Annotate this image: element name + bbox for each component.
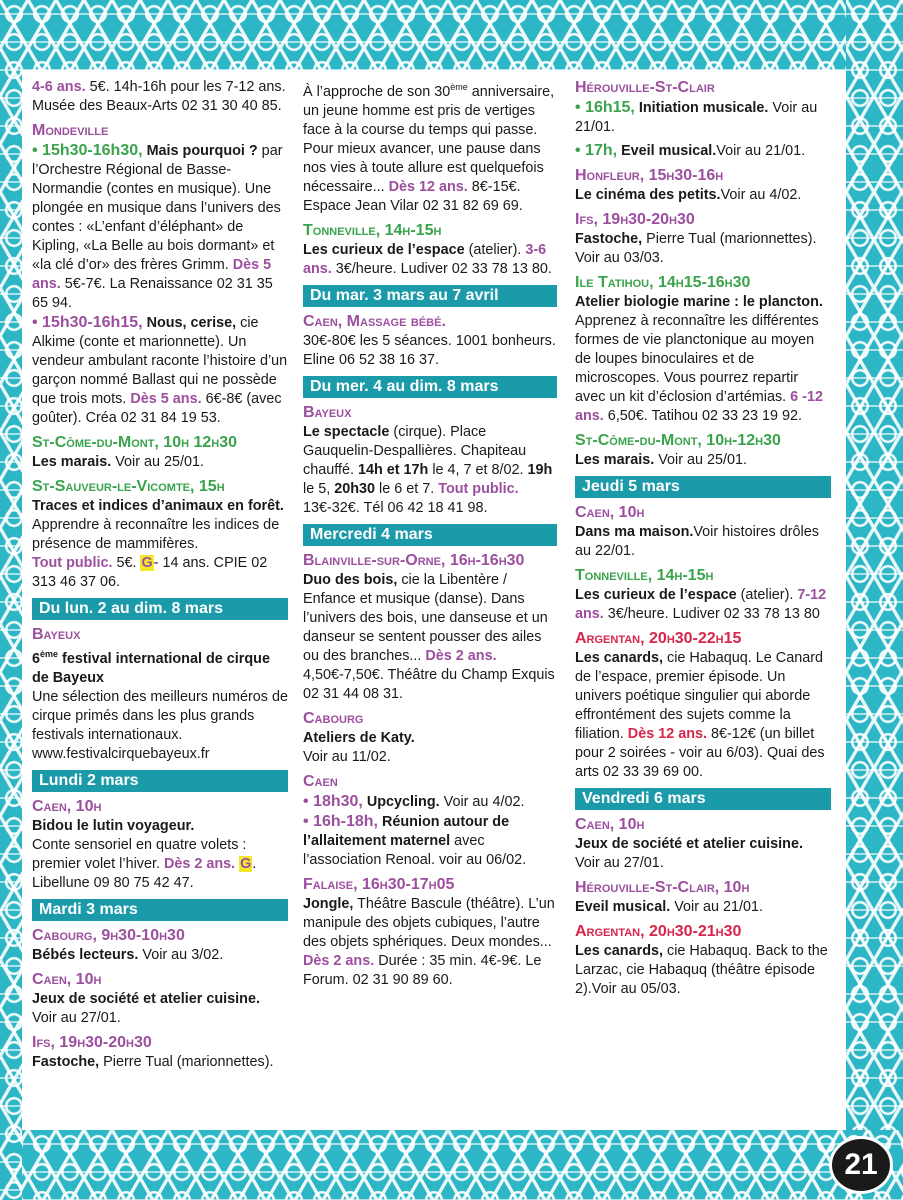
event-entry (575, 273, 831, 426)
free-badge: G (240, 855, 252, 872)
event-title: Le spectacle (303, 423, 390, 440)
edition-number: 6 (32, 650, 41, 667)
event-entry (303, 772, 557, 870)
event-title: Initiation musicale. (638, 100, 769, 116)
event-entry (32, 433, 288, 472)
event-time: • 17h, (575, 142, 618, 159)
event-entry (32, 477, 288, 592)
event-text: Durée : 35 min. 4€-9€. Le Forum. 02 31 90 89 60. (303, 952, 542, 988)
event-title: Dans ma maison. (575, 524, 694, 540)
event-text: 6,50€. Tatihou 02 33 23 19 92. (603, 408, 802, 424)
event-time: • 16h-18h, (303, 812, 378, 830)
event-text: Voir au 4/02. (720, 187, 802, 203)
event-text: Conte sensoriel en quatre volets : premier volet l’hiver. (32, 836, 247, 872)
event-entry (32, 1033, 288, 1072)
event-title: Les curieux de l’espace (575, 587, 737, 603)
date-band: Mercredi 4 mars (303, 524, 557, 546)
event-text: À l’approche de son 30 (303, 83, 451, 100)
event-text: Une sélection des meilleurs numéros de cirque primés dans les plus grands festivals internationaux. www.festivalcirquebayeux.fr (32, 688, 288, 762)
date-band: Jeudi 5 mars (575, 476, 831, 498)
event-time: • 16h15, (575, 99, 635, 116)
event-text: 5€. (112, 555, 141, 571)
event-place: St-Côme-du-Mont, 10h 12h30 (32, 434, 238, 451)
event-time: • 15h30-16h30, (32, 142, 143, 159)
event-place: Caen (303, 772, 338, 790)
event-text: cie la Libentère / Enfance et musique (danse). Dans l’univers des bois, une danseuse et un danseur se sentent pousser des ailes ou des branches... (303, 571, 548, 664)
event-place: Blainville-sur-Orne, 16h-16h30 (303, 551, 525, 569)
event-entry (575, 210, 831, 268)
event-entry (575, 922, 831, 999)
event-text: 8€-12€ (un billet pour 2 soirées - voir au 6/03). Quai des arts 02 33 39 69 00. (575, 726, 825, 780)
event-text: cie Habaquq. Le Canard de l’espace, premier épisode. Un univers poétique singulier qui aborde effrontément des sujets comme la filiation. (575, 650, 824, 742)
event-title: Réunion autour de l’allaitement maternel (303, 813, 510, 849)
page-number: 21 (829, 1136, 893, 1194)
event-text: (atelier). (464, 241, 526, 258)
event-title: Fastoche, (575, 231, 643, 247)
date-band: Mardi 3 mars (32, 899, 288, 921)
event-title: Duo des bois, (303, 571, 398, 588)
event-entry (303, 551, 557, 704)
age-label: 3-6 ans. (303, 241, 547, 277)
age-label: Tout public. (32, 555, 113, 571)
age-label: 4-6 ans. (32, 79, 86, 95)
event-text: le 5, (303, 480, 335, 497)
event-time: 19h (527, 461, 553, 478)
event-text: (atelier). (736, 587, 798, 603)
event-place: Argentan, 20h30-21h30 (575, 923, 742, 940)
event-title: Jeux de société et atelier cuisine. (575, 836, 803, 852)
age-label: 7-12 ans. (575, 587, 827, 622)
date-band: Du lun. 2 au dim. 8 mars (32, 598, 288, 620)
event-title: Fastoche, (32, 1053, 100, 1070)
event-place: St-Sauveur-le-Vicomte, 15h (32, 478, 225, 495)
event-text: 3€/heure. Ludiver 02 33 78 13 80 (603, 606, 820, 622)
decorative-pattern-bottom (0, 1130, 903, 1200)
age-label: Dès 5 ans. (130, 391, 202, 407)
event-text: - 14 ans. CPIE 02 313 46 37 06. (32, 555, 268, 590)
event-entry (575, 166, 831, 205)
event-text: . Libellune 09 80 75 42 47. (32, 855, 257, 891)
event-time: • 15h30-16h15, (32, 314, 143, 331)
event-text: Voir histoires drôles au 22/01. (575, 524, 819, 559)
event-title: Ateliers de Katy. (303, 729, 415, 746)
event-entry (303, 78, 557, 216)
event-place: Mondeville (32, 122, 109, 139)
event-text: Voir au 25/01. (654, 452, 748, 468)
event-text: Voir au 21/01. (575, 100, 818, 135)
event-place: Falaise, 16h30-17h05 (303, 875, 455, 893)
event-text: 6€-8€ (avec goûter). Créa 02 31 84 19 53. (32, 391, 282, 426)
event-entry (575, 878, 831, 917)
event-time: 20h30 (334, 480, 376, 497)
age-label: Dès 2 ans. (163, 855, 236, 872)
event-place: Caen, Massage bébé. (303, 312, 446, 330)
decorative-pattern-right (846, 0, 903, 1200)
event-place: Cabourg, 9h30-10h30 (32, 926, 185, 944)
event-text: 3€/heure. Ludiver 02 33 78 13 80. (331, 260, 552, 277)
date-band: Vendredi 6 mars (575, 788, 831, 810)
event-time: 14h et 17h (357, 461, 429, 478)
event-text: 4,50€-7,50€. Théâtre du Champ Exquis 02 31 44 08 31. (303, 666, 555, 702)
event-text: anniversaire, un jeune homme est pris de vertiges face à la course du temps qui passe. Pour mieux avancer, une pause dans nos vies à toute allure est quelquefois nécessaire... (303, 83, 555, 195)
event-text: le 4, 7 et 8/02. (428, 461, 528, 478)
event-entry (575, 503, 831, 561)
age-label: Dès 12 ans. (627, 726, 707, 742)
age-label: Dès 2 ans. (425, 647, 497, 664)
decorative-pattern-left (0, 0, 22, 1200)
superscript: ème (450, 82, 468, 92)
event-entry (575, 431, 831, 470)
date-band: Du mer. 4 au dim. 8 mars (303, 376, 557, 398)
event-text: par l’Orchestre Régional de Basse-Normandie (contes en musique). Une plongée en musique dans l’univers des contes : «L’enfant d’éléphant» de Kipling, «La Belle au bois dormant» et «la clé d’or» des frères Grimm. (32, 143, 283, 273)
event-text: cie Alkime (conte et marionnette). Un vendeur ambulant raconte l’histoire d’un garçon nommé Ballast qui ne possède que trois mots. (32, 315, 288, 407)
event-entry (32, 926, 288, 965)
event-place: Tonneville, 14h-15h (575, 567, 714, 584)
event-title: Les marais. (575, 452, 655, 468)
event-text: le 6 et 7. (375, 480, 439, 497)
event-place: Caen, 10h (32, 970, 102, 988)
event-entry (32, 970, 288, 1028)
event-text: Pierre Tual (marionnettes). Voir au 03/03. (575, 231, 817, 266)
event-text: Voir au 11/02. (303, 748, 391, 765)
event-entry (303, 875, 557, 990)
free-badge: G (141, 555, 153, 571)
event-title: Eveil musical. (621, 143, 717, 159)
age-label: Dès 12 ans. (388, 178, 468, 195)
column-1 (32, 78, 288, 1077)
column-3 (575, 78, 831, 1004)
event-title: Eveil musical. (575, 899, 671, 915)
event-title: festival international de cirque de Bayeux (32, 650, 270, 686)
event-text: Apprendre à reconnaître les indices de présence de mammifères. (32, 517, 280, 552)
event-place: Honfleur, 15h30-16h (575, 167, 724, 184)
event-entry (32, 78, 288, 116)
event-text: avec l’association Renoal. voir au 06/02. (303, 832, 527, 868)
event-title: Nous, cerise, (146, 315, 237, 331)
event-entry (303, 312, 557, 370)
event-text: Théâtre Bascule (théâtre). L’un manipule des objets cubiques, l’autre des objets sphériques. Deux mondes... (303, 895, 555, 950)
event-title: Les canards, (575, 650, 663, 666)
event-title: Atelier biologie marine : le plancton. (575, 294, 823, 310)
event-title: Le cinéma des petits. (575, 187, 721, 203)
event-entry (303, 403, 557, 518)
event-text: (cirque). Place Gauquelin-Despallières. Chapiteau chauffé. (303, 423, 527, 478)
age-label: Dès 2 ans. (303, 952, 375, 969)
event-text: Voir au 27/01. (32, 1009, 121, 1026)
event-title: Jeux de société et atelier cuisine. (32, 990, 260, 1007)
event-place: Caen, 10h (575, 504, 645, 521)
event-text: Voir au 21/01. (716, 143, 806, 159)
event-place: Ile Tatihou, 14h15-16h30 (575, 274, 751, 291)
event-entry (32, 797, 288, 893)
event-place: Ifs, 19h30-20h30 (32, 1033, 152, 1051)
event-text: 5€-7€. La Renaissance 02 31 35 65 94. (32, 276, 273, 311)
event-entry (575, 629, 831, 782)
event-entry (575, 566, 831, 624)
event-entry (303, 709, 557, 767)
age-label: Tout public. (438, 480, 519, 497)
event-entry (32, 625, 288, 764)
event-text: Voir au 4/02. (439, 793, 525, 810)
event-place: Bayeux (303, 403, 352, 421)
event-text: Voir au 3/02. (138, 946, 224, 963)
event-text: 8€-15€. Espace Jean Vilar 02 31 82 69 69. (303, 178, 523, 214)
decorative-pattern-top (0, 0, 903, 70)
event-text: 13€-32€. Tél 06 42 18 41 98. (303, 499, 488, 516)
date-band: Du mar. 3 mars au 7 avril (303, 285, 557, 307)
event-text: Pierre Tual (marionnettes). (99, 1053, 274, 1070)
event-title: Mais pourquoi ? (146, 143, 258, 159)
event-place: Hérouville-St-Clair, 10h (575, 879, 750, 896)
event-text: Voir au 21/01. (670, 899, 764, 915)
event-place: Tonneville, 14h-15h (303, 221, 442, 239)
event-place: Caen, 10h (32, 797, 102, 815)
event-place: Cabourg (303, 709, 364, 727)
column-2 (303, 78, 557, 995)
event-title: Les marais. (32, 454, 112, 470)
event-place: Bayeux (32, 626, 81, 643)
event-entry (32, 121, 288, 428)
date-band: Lundi 2 mars (32, 770, 288, 792)
event-text: Apprenez à reconnaître les différentes formes de vie planctonique au moyen de loupes binoculaires et de microscopes. Vous pourrez repartir avec un kit d’éclosion d’artémias. (575, 313, 819, 405)
event-entry (575, 78, 831, 161)
event-text: cie Habaquq. Back to the Larzac, cie Habaquq (théâtre épisode 2).Voir au 05/03. (575, 943, 828, 997)
event-text: 5€. 14h-16h pour les 7-12 ans. Musée des Beaux-Arts 02 31 30 40 85. (32, 79, 286, 114)
event-place: Caen, 10h (575, 816, 645, 833)
event-place: Argentan, 20h30-22h15 (575, 630, 742, 647)
age-label: 6 -12 ans. (575, 389, 823, 424)
event-place: Ifs, 19h30-20h30 (575, 211, 695, 228)
event-text: Voir au 25/01. (111, 454, 205, 470)
event-title: Bébés lecteurs. (32, 946, 139, 963)
event-title: Les curieux de l’espace (303, 241, 465, 258)
age-label: Dès 5 ans. (32, 257, 272, 292)
superscript: ème (40, 649, 59, 659)
event-title: Upcycling. (366, 793, 440, 810)
event-entry (303, 221, 557, 279)
event-entry (575, 815, 831, 873)
event-title: Jongle, (303, 895, 354, 912)
event-title: Les canards, (575, 943, 663, 959)
event-time: • 18h30, (303, 792, 363, 810)
event-place: St-Côme-du-Mont, 10h-12h30 (575, 432, 781, 449)
event-text: 30€-80€ les 5 séances. 1001 bonheurs. Eline 06 52 38 16 37. (303, 332, 556, 368)
event-place: Hérouville-St-Clair (575, 79, 715, 96)
event-text: Voir au 27/01. (575, 855, 664, 871)
event-title: Bidou le lutin voyageur. (32, 817, 195, 834)
event-title: Traces et indices d’animaux en forêt. (32, 498, 284, 514)
